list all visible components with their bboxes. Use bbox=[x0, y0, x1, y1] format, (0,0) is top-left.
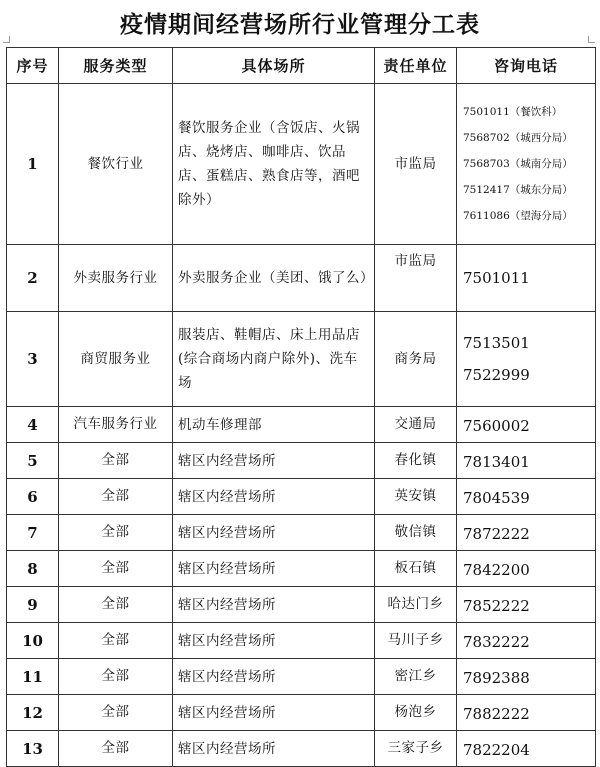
page-title: 疫情期间经营场所行业管理分工表 bbox=[120, 12, 480, 38]
phone-line: 7882222 bbox=[463, 705, 530, 723]
row-index: 6 bbox=[7, 479, 59, 515]
row-service-type: 全部 bbox=[59, 479, 173, 515]
row-service-type: 全部 bbox=[59, 587, 173, 623]
row-unit: 马川子乡 bbox=[375, 623, 457, 659]
row-venue: 辖区内经营场所 bbox=[173, 587, 375, 623]
row-index: 9 bbox=[7, 587, 59, 623]
table-row bbox=[7, 407, 596, 443]
row-phones bbox=[457, 245, 596, 312]
row-index: 8 bbox=[7, 551, 59, 587]
row-unit: 春化镇 bbox=[375, 443, 457, 479]
row-venue: 辖区内经营场所 bbox=[173, 659, 375, 695]
phone-line: 7804539 bbox=[463, 489, 530, 507]
phone-line: 7512417（城东分局） bbox=[463, 184, 573, 196]
row-service-type: 全部 bbox=[59, 443, 173, 479]
row-venue: 辖区内经营场所 bbox=[173, 695, 375, 731]
phone-line: 7501011 bbox=[463, 269, 530, 287]
table-row bbox=[7, 731, 596, 767]
header-service-type: 服务类型 bbox=[59, 48, 173, 84]
row-service-type: 全部 bbox=[59, 623, 173, 659]
row-index: 12 bbox=[7, 695, 59, 731]
row-unit: 板石镇 bbox=[375, 551, 457, 587]
table-row bbox=[7, 312, 596, 407]
row-unit: 市监局 bbox=[375, 84, 457, 245]
phone-line: 7872222 bbox=[463, 525, 530, 543]
row-unit: 交通局 bbox=[375, 407, 457, 443]
row-index: 4 bbox=[7, 407, 59, 443]
row-index: 1 bbox=[7, 84, 59, 245]
row-index: 5 bbox=[7, 443, 59, 479]
phone-line: 7611086（望海分局） bbox=[463, 210, 573, 222]
phone-line: 7842200 bbox=[463, 561, 530, 579]
row-index: 3 bbox=[7, 312, 59, 407]
row-phones bbox=[457, 695, 596, 731]
row-venue: 辖区内经营场所 bbox=[173, 443, 375, 479]
row-index: 2 bbox=[7, 245, 59, 312]
row-unit: 敬信镇 bbox=[375, 515, 457, 551]
table-row bbox=[7, 245, 596, 312]
row-venue: 辖区内经营场所 bbox=[173, 623, 375, 659]
phone-line: 7568703（城南分局） bbox=[463, 158, 573, 170]
row-unit: 英安镇 bbox=[375, 479, 457, 515]
row-index: 13 bbox=[7, 731, 59, 767]
row-service-type: 外卖服务行业 bbox=[59, 245, 173, 312]
row-unit: 三家子乡 bbox=[375, 731, 457, 767]
phone-line: 7813401 bbox=[463, 453, 530, 471]
row-unit: 商务局 bbox=[375, 312, 457, 407]
header-phone: 咨询电话 bbox=[457, 48, 596, 84]
phone-line: 7560002 bbox=[463, 417, 530, 435]
table-row bbox=[7, 623, 596, 659]
table-row bbox=[7, 659, 596, 695]
row-phones bbox=[457, 731, 596, 767]
phone-line: 7568702（城西分局） bbox=[463, 132, 573, 144]
row-unit: 市监局 bbox=[375, 245, 457, 312]
row-phones bbox=[457, 623, 596, 659]
row-phones bbox=[457, 407, 596, 443]
phone-line: 7832222 bbox=[463, 633, 530, 651]
row-venue: 机动车修理部 bbox=[173, 407, 375, 443]
row-venue: 辖区内经营场所 bbox=[173, 515, 375, 551]
table-row bbox=[7, 695, 596, 731]
row-venue: 辖区内经营场所 bbox=[173, 479, 375, 515]
row-index: 7 bbox=[7, 515, 59, 551]
row-phones bbox=[457, 551, 596, 587]
row-unit: 哈达门乡 bbox=[375, 587, 457, 623]
phone-line: 7892388 bbox=[463, 669, 530, 687]
phone-line: 7522999 bbox=[463, 366, 530, 384]
phone-line: 7822204 bbox=[463, 741, 530, 759]
table-row bbox=[7, 84, 596, 245]
phone-line: 7852222 bbox=[463, 597, 530, 615]
row-phones bbox=[457, 479, 596, 515]
row-service-type: 全部 bbox=[59, 731, 173, 767]
row-service-type: 餐饮行业 bbox=[59, 84, 173, 245]
row-service-type: 商贸服务业 bbox=[59, 312, 173, 407]
row-unit: 杨泡乡 bbox=[375, 695, 457, 731]
row-venue: 餐饮服务企业（含饭店、火锅店、烧烤店、咖啡店、饮品店、蛋糕店、熟食店等，酒吧除外） bbox=[173, 84, 375, 245]
header-venue: 具体场所 bbox=[173, 48, 375, 84]
row-index: 10 bbox=[7, 623, 59, 659]
row-phones bbox=[457, 587, 596, 623]
header-index: 序号 bbox=[7, 48, 59, 84]
row-unit: 密江乡 bbox=[375, 659, 457, 695]
table-row bbox=[7, 479, 596, 515]
row-venue: 外卖服务企业（美团、饿了么） bbox=[173, 245, 375, 312]
table-row bbox=[7, 443, 596, 479]
row-service-type: 全部 bbox=[59, 695, 173, 731]
table-row bbox=[7, 551, 596, 587]
row-phones bbox=[457, 659, 596, 695]
row-service-type: 汽车服务行业 bbox=[59, 407, 173, 443]
row-venue: 辖区内经营场所 bbox=[173, 731, 375, 767]
phone-line: 7501011（餐饮科） bbox=[463, 106, 563, 118]
row-service-type: 全部 bbox=[59, 551, 173, 587]
phone-line: 7513501 bbox=[463, 334, 530, 352]
table-header-row bbox=[7, 48, 596, 84]
row-venue: 服装店、鞋帽店、床上用品店(综合商场内商户除外)、洗车场 bbox=[173, 312, 375, 407]
row-index: 11 bbox=[7, 659, 59, 695]
management-table bbox=[6, 47, 596, 767]
row-phones bbox=[457, 84, 596, 245]
row-phones bbox=[457, 312, 596, 407]
row-phones bbox=[457, 443, 596, 479]
header-responsible-unit: 责任单位 bbox=[375, 48, 457, 84]
row-service-type: 全部 bbox=[59, 515, 173, 551]
row-service-type: 全部 bbox=[59, 659, 173, 695]
row-phones bbox=[457, 515, 596, 551]
table-row bbox=[7, 587, 596, 623]
table-row bbox=[7, 515, 596, 551]
row-venue: 辖区内经营场所 bbox=[173, 551, 375, 587]
